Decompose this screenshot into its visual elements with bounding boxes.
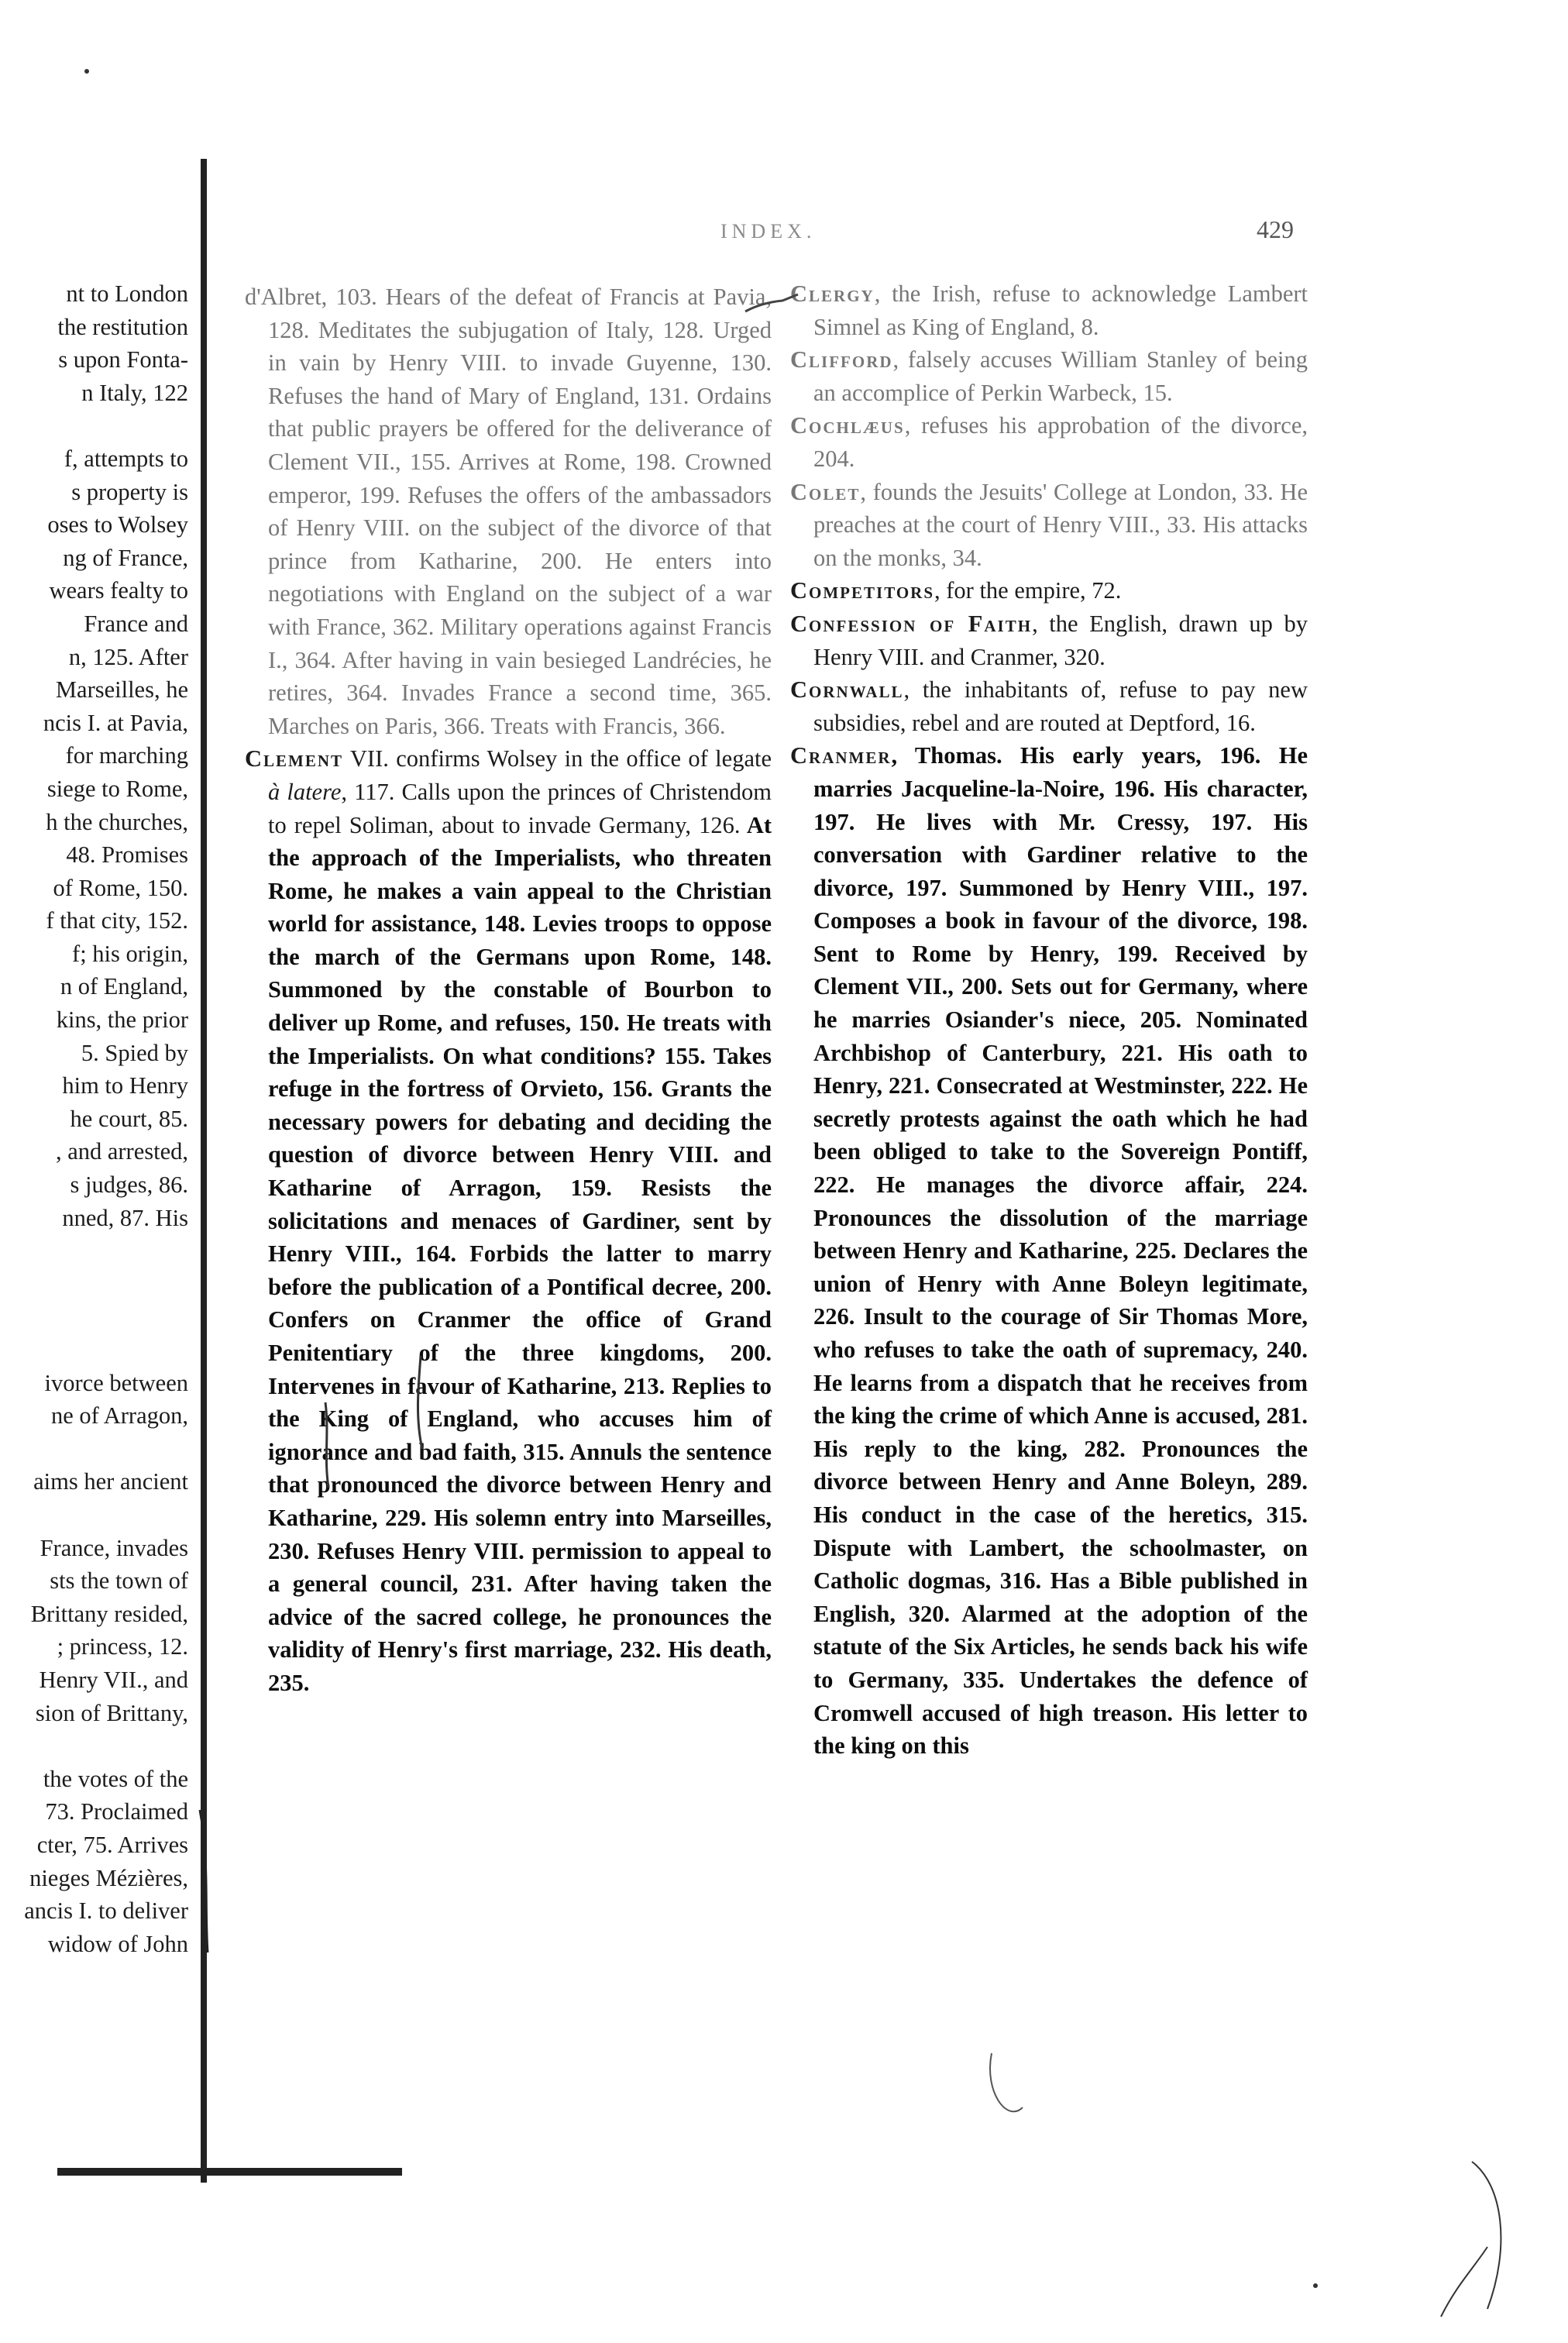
left-page-line: siege to Rome, [46,775,188,802]
left-page-line: 5. Spied by [81,1039,188,1066]
left-page-line: aims her ancient [33,1468,188,1495]
left-page-line: 73. Proclaimed [45,1798,188,1825]
left-page-line: for marching [65,742,188,769]
entry-text: , 117. Calls upon the princes of Christendom to repel Soliman, about to invade Germany, 126. [268,778,772,838]
left-page-line: n Italy, 122 [81,379,188,406]
left-page-line: ivorce between [44,1369,188,1396]
left-page-line: him to Henry [62,1072,188,1099]
entry-head: Cornwall [790,676,904,704]
entry-head: Cochlæus [790,412,905,439]
left-page-line: Marseilles, he [55,676,188,704]
entry-head: Colet [790,478,861,505]
entry-head: Clergy [790,280,875,307]
left-page-line: f; his origin, [72,940,188,967]
entry-text: , the inhabitants of, refuse to pay new subsidies, rebel and are routed at Deptford, 16. [813,676,1308,736]
left-page-line: France and [84,610,188,637]
entry-text: , falsely accuses William Stanley of being an accomplice of Perkin Warbeck, 15. [813,346,1308,406]
entry-text: , for the empire, 72. [934,577,1122,604]
left-page-line: he court, 85. [70,1105,188,1132]
entry-head: Competitors [790,577,935,604]
left-page-line: sion of Brittany, [35,1699,188,1726]
left-page-line: h the churches, [46,808,188,835]
left-page-line: cter, 75. Arrives [36,1831,188,1858]
left-page-line: nieges Mézières, [29,1864,188,1891]
left-page-line: the restitution [57,313,188,340]
entry-text: , the Irish, refuse to acknowledge Lambert Simnel as King of England, 8. [813,280,1308,340]
entry-text-dark: At the approach of the Imperialists, who threaten Rome, he makes a vain appeal to the Christian world for assistance, 148. Levies troops to oppose the march of the Germans upon Rome, 148. Summoned by the constable of Bourbon to deliver up Rome, and refuses, 150. He treats with the Imperialists. On what conditions? 155. Takes refuge in the fortress of Orvieto, 156. Grants the necessary powers for debating and deciding the question of divorce between Henry VIII. and Katharine of Arragon, 159. Resists the solicitations and menaces of Gardiner, sent by Henry VIII., 164. Forbids the latter to marry before the publication of a Pontifical decree, 200. Confers on Cranmer the office of Grand Penitentiary of the three kingdoms, 200. Intervenes in favour of Katharine, 213. Replies to the King of England, who accuses him of ignorance and bad faith, 315. Annuls the sentence that pronounced the divorce between Henry and Katharine, 229. His solemn entry into Marseilles, 230. Refuses Henry VIII. permission to appeal to a general council, 231. After having taken the advice of the sacred college, he pronounces the validity of Henry's first marriage, 232. His death, 235. [268,811,772,1696]
entry-text: d'Albret, 103. Hears of the defeat of Francis at Pavia, 128. Meditates the subjugation of Italy, 128. Urged in vain by Henry VIII. to invade Guyenne, 130. Refuses the hand of Mary of England, 131. Ordains that public prayers be offered for the deliverance of Clement VII., 155. Arrives at Rome, 198. Crowned emperor, 199. Refuses the offers of the ambassadors of Henry VIII. on the subject of the divorce of that prince from Katharine, 200. He enters into negotiations with England on the subject of a war with France, 362. Military operations against Francis I., 364. After having in vain besieged Landrécies, he retires, 364. Invades France a second time, 365. Marches on Paris, 366. Treats with Francis, 366. [245,284,772,739]
entry-text: , founds the Jesuits' College at London, 33. He preaches at the court of Henry VIII., 33. His attacks on the monks, 34. [813,478,1308,571]
left-page-line: f that city, 152. [46,907,188,934]
left-page-line: ng of France, [63,544,188,571]
left-page-line: ; princess, 12. [57,1633,188,1660]
left-page-line: Henry VII., and [39,1666,188,1693]
left-page-line: s property is [71,478,188,505]
left-page-line: widow of John [47,1930,188,1957]
entry-text: , the English, drawn up by Henry VIII. and Cranmer, 320. [813,610,1308,670]
left-page-line: , and arrested, [55,1138,188,1165]
left-page-line: ncis I. at Pavia, [43,709,188,736]
entry-head: Clement [245,745,344,772]
left-page-line: s upon Fonta- [58,346,188,373]
left-page-line: n, 125. After [68,643,188,670]
left-page-line: s judges, 86. [70,1172,188,1199]
entry-italic: à latere [268,778,342,805]
left-page-line: of Rome, 150. [53,874,188,901]
left-page-line: oses to Wolsey [47,511,188,538]
left-page-line: kins, the prior [56,1006,188,1034]
left-page-line: nned, 87. His [62,1204,188,1231]
left-page-line: Brittany resided, [30,1600,188,1627]
entry-text: , refuses his approbation of the divorce, 204. [813,412,1308,472]
entry-head: Cranmer [790,742,892,769]
entry-text: , Thomas. His early years, 196. He marries Jacqueline-la-Noire, 196. His character, 197. He lives with Mr. Cressy, 197. His conversation with Gardiner relative to the divorce, 197. Summoned by Henry VIII., 197. Composes a book in favour of the divorce, 198. Sent to Rome by Henry, 199. Received by Clement VII., 200. Sets out for Germany, where he marries Osiander's niece, 205. Nominated Archbishop of Canterbury, 221. His oath to Henry, 221. Consecrated at Westminster, 222. He secretly protests against the oath which he had been obliged to take to the Sovereign Pontiff, 222. He manages the divorce affair, 224. Pronounces the dissolution of the marriage between Henry and Katharine, 225. Declares the union of Henry with Anne Boleyn legitimate, 226. Insult to the courage of Sir Thomas More, who refuses to take the oath of supremacy, 240. He learns from a dispatch that he receives from the king the crime of which Anne is accused, 281. His reply to the king, 282. Pronounces the divorce between Henry and Anne Boleyn, 289. His conduct in the case of the heretics, 315. Dispute with Lambert, the schoolmaster, on Catholic dogmas, 316. Has a Bible published in English, 320. Alarmed at the adoption of the statute of the Six Articles, he sends back his wife to Germany, 335. Undertakes the defence of Cromwell accused of high treason. His letter to the king on this [813,742,1308,1760]
entry-head: Confession of Faith [790,610,1033,637]
running-head: INDEX. [720,220,817,243]
left-page-line: ancis I. to deliver [24,1897,188,1925]
page-number: 429 [1257,215,1294,243]
left-page-line: n of England, [60,973,188,1000]
left-page-line: f, attempts to [64,445,188,472]
entry-text: VII. confirms Wolsey in the office of legate [343,745,772,772]
left-page-line: wears fealty to [49,577,188,604]
left-page-line: sts the town of [50,1567,188,1595]
left-page-line: 48. Promises [66,841,188,869]
left-page-line: the votes of the [43,1765,188,1792]
entry-head: Clifford [790,346,893,373]
left-page-line: ne of Arragon, [50,1402,188,1430]
left-page-line: nt to London [66,280,188,307]
left-page-line: France, invades [40,1534,188,1561]
